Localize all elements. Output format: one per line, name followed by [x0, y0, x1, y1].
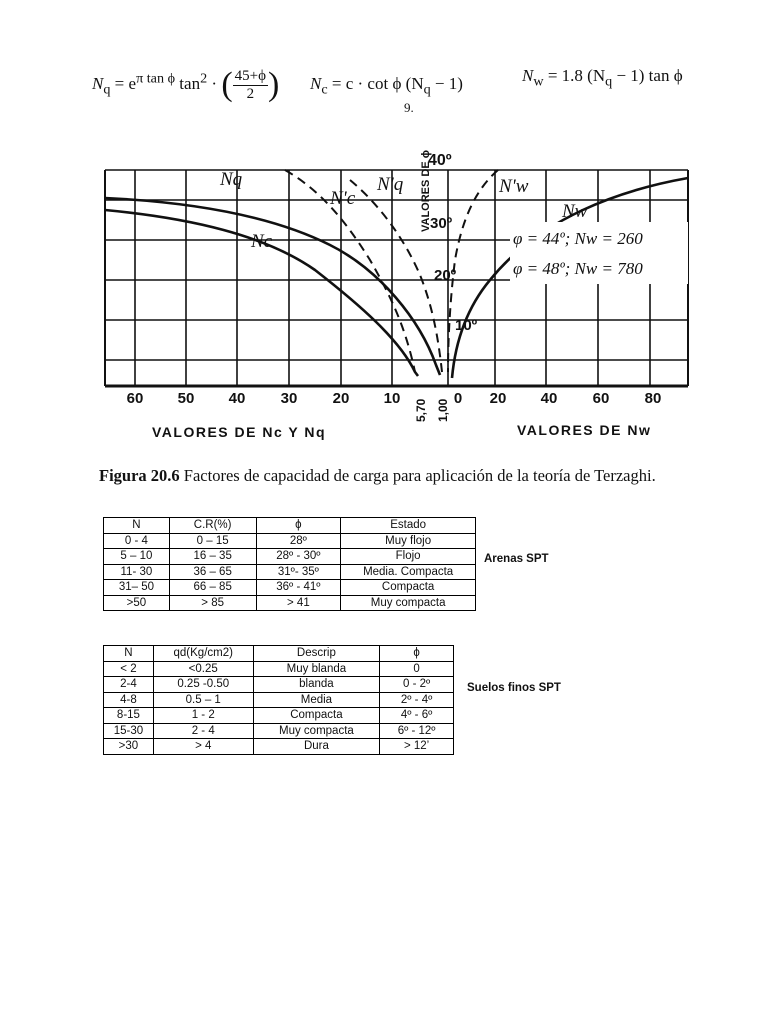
phi-tick: 40º	[428, 152, 452, 169]
fine-soils-cell: 1 - 2	[153, 708, 253, 724]
sands-cell: Muy compacta	[341, 595, 476, 611]
sands-cell: Media. Compacta	[341, 564, 476, 580]
fine-soils-cell: <0.25	[153, 661, 253, 677]
fine-soils-cell: > 4	[153, 739, 253, 755]
nc-prime-label: N'c	[330, 188, 356, 209]
nc-label: Nc	[251, 231, 273, 252]
sands-cell: 11- 30	[104, 564, 170, 580]
nq-curve	[105, 198, 440, 375]
sands-cell: Compacta	[341, 580, 476, 596]
fine-soils-cell: Muy compacta	[253, 723, 380, 739]
sands-cell: 28º - 30º	[256, 549, 341, 565]
right-axis-label: VALORES DE Nw	[517, 422, 652, 438]
sands-row	[104, 549, 476, 565]
left-axis-tick: 30	[280, 390, 298, 407]
phi-axis-title: VALORES DE ϕ	[420, 150, 432, 232]
fine-soils-row	[104, 739, 454, 755]
sands-cell: 0 – 15	[169, 533, 256, 549]
fine-soils-cell: < 2	[104, 661, 154, 677]
fine-soils-cell: Dura	[253, 739, 380, 755]
fine-soils-cell: 0 - 2º	[380, 677, 454, 693]
sands-cell: 28º	[256, 533, 341, 549]
sands-header-cell: N	[104, 518, 170, 534]
sands-header-cell: C.R(%)	[169, 518, 256, 534]
sands-cell: 31– 50	[104, 580, 170, 596]
fine-soils-cell: 4º - 6º	[380, 708, 454, 724]
sands-cell: > 41	[256, 595, 341, 611]
fine-soils-cell: Muy blanda	[253, 661, 380, 677]
fine-soils-cell: 6º - 12º	[380, 723, 454, 739]
right-axis-tick: 60	[592, 390, 610, 407]
sands-cell: 16 – 35	[169, 549, 256, 565]
fine-soils-cell: 0.5 – 1	[153, 692, 253, 708]
fine-soils-row	[104, 708, 454, 724]
left-axis-label: VALORES DE Nc Y Nq	[152, 424, 327, 440]
sands-row	[104, 595, 476, 611]
fine-soils-cell: 8-15	[104, 708, 154, 724]
fine-soils-cell: blanda	[253, 677, 380, 693]
nw-prime-label: N'w	[499, 176, 529, 197]
fine-soils-cell: Compacta	[253, 708, 380, 724]
fine-soils-header-cell: N	[104, 646, 154, 662]
sands-cell: > 85	[169, 595, 256, 611]
fine-soils-cell: 4-8	[104, 692, 154, 708]
nq-prime-label: N'q	[377, 174, 404, 195]
figure-caption: Figura 20.6 Factores de capacidad de carga para aplicación de la teoría de Terzaghi.	[99, 466, 656, 485]
sands-cell: 5 – 10	[104, 549, 170, 565]
fine-soils-cell: > 12’	[380, 739, 454, 755]
sands-header-row	[104, 518, 476, 534]
sands-row	[104, 564, 476, 580]
sands-cell: 36 – 65	[169, 564, 256, 580]
nc-origin-tick: 5,70	[414, 398, 428, 422]
sands-cell: 0 - 4	[104, 533, 170, 549]
nq-origin-tick: 1,00	[436, 398, 450, 422]
annotation-text: φ = 44º; Nw = 260	[513, 229, 643, 248]
nc-formula: $N_c = c \cdot \cot \phi$ $(N_q - 1)$	[310, 74, 463, 98]
left-axis-tick: 40	[228, 390, 246, 407]
fine-soils-spt-table	[103, 645, 454, 755]
nw-label: Nw	[562, 201, 588, 222]
nq-label: Nq	[220, 169, 243, 190]
fine-soils-row	[104, 661, 454, 677]
left-axis-tick: 60	[126, 390, 144, 407]
sands-cell: Muy flojo	[341, 533, 476, 549]
fine-soils-cell: Media	[253, 692, 380, 708]
fine-soils-header-cell: qd(Kg/cm2)	[153, 646, 253, 662]
sands-row	[104, 580, 476, 596]
annotation-text: φ = 48º; Nw = 780	[513, 259, 643, 278]
fine-soils-cell: 2 - 4	[153, 723, 253, 739]
fine-soils-cell: >30	[104, 739, 154, 755]
sands-cell: 31º- 35º	[256, 564, 341, 580]
fine-soils-cell: 2-4	[104, 677, 154, 693]
sands-spt-label: Arenas SPT	[484, 553, 549, 565]
fine-soils-row	[104, 692, 454, 708]
sands-cell: 66 – 85	[169, 580, 256, 596]
nq-formula: $N_q = e^{\pi tan \phi}$ $\tan^2$ · ( $\frac{45+\phi}{2}$ )	[92, 66, 280, 103]
fine-soils-cell: 2º - 4º	[380, 692, 454, 708]
sands-cell: 36º - 41º	[256, 580, 341, 596]
fine-soils-cell: 15-30	[104, 723, 154, 739]
terzaghi-chart	[0, 110, 768, 450]
sands-row	[104, 533, 476, 549]
left-axis-tick: 10	[383, 390, 401, 407]
fine-soils-header-row	[104, 646, 454, 662]
right-axis-tick: 80	[644, 390, 662, 407]
right-axis-tick: 40	[540, 390, 558, 407]
right-axis-tick: 20	[489, 390, 507, 407]
fine-soils-row	[104, 723, 454, 739]
formula-mark: 9.	[404, 100, 414, 115]
phi-tick: 30º	[430, 215, 453, 232]
left-axis-tick: 50	[177, 390, 195, 407]
left-axis-tick: 20	[332, 390, 350, 407]
phi-tick: 10º	[455, 317, 478, 334]
fine-soils-header-cell: ϕ	[380, 646, 454, 662]
sands-header-cell: Estado	[341, 518, 476, 534]
sands-cell: >50	[104, 595, 170, 611]
phi-tick: 20º	[434, 267, 457, 284]
right-axis-zero-tick: 0	[453, 390, 463, 407]
fine-soils-spt-label: Suelos finos SPT	[467, 682, 561, 694]
sands-spt-table	[103, 517, 476, 611]
nw-formula: $N_w = 1.8$ $(N_q - 1)$ tan ϕ	[522, 66, 683, 90]
sands-header-cell: ϕ	[256, 518, 341, 534]
fine-soils-header-cell: Descrip	[253, 646, 380, 662]
fine-soils-cell: 0.25 -0.50	[153, 677, 253, 693]
fine-soils-cell: 0	[380, 661, 454, 677]
fine-soils-row	[104, 677, 454, 693]
sands-cell: Flojo	[341, 549, 476, 565]
